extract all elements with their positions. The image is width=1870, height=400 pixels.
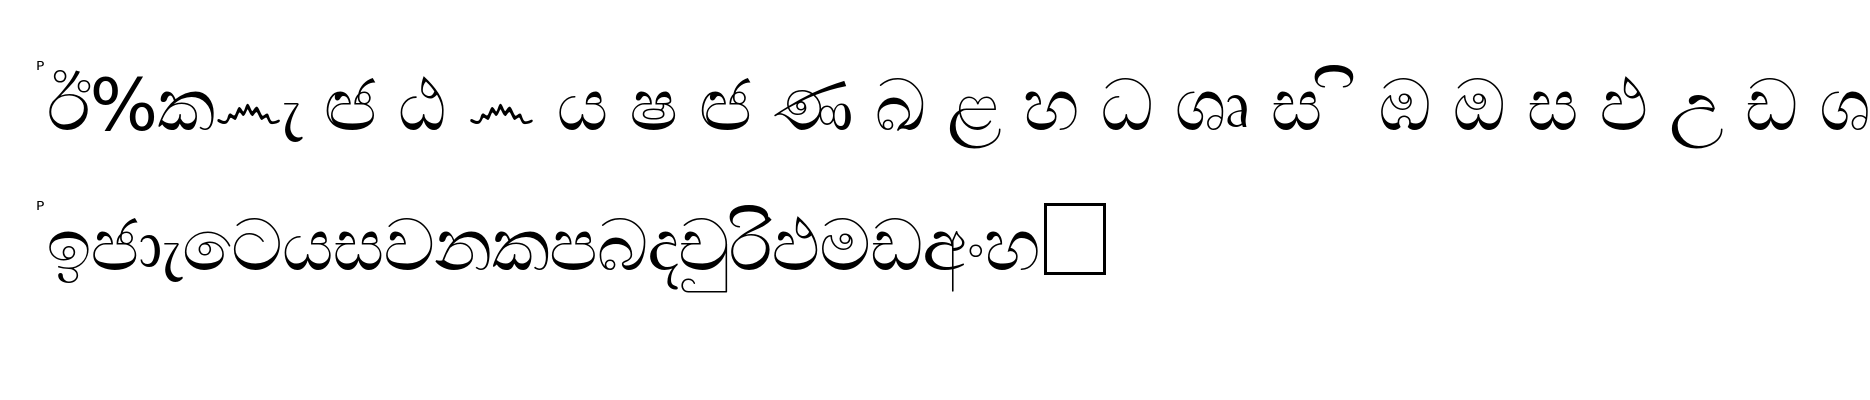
row-marker: ᴾ xyxy=(36,58,45,83)
glyph-line: ඉජාැටෙයසවනකපබදචුරිඵමඩඅංහ xyxy=(46,203,1040,287)
specimen-row-1 xyxy=(36,50,1870,160)
specimen-row-2 xyxy=(36,190,1106,300)
glyph-line: ඊ%ක෴ැ ඦ ඨ ෴ ය ෂ ඦ ණ ඛ ළ හ ධ ශ්‍රු ස ි ඹ ඔ ස ඵ උ ඩ ශ xyxy=(46,63,1870,147)
missing-glyph-box-icon xyxy=(1044,203,1106,275)
row-marker: ᴾ xyxy=(36,198,45,223)
